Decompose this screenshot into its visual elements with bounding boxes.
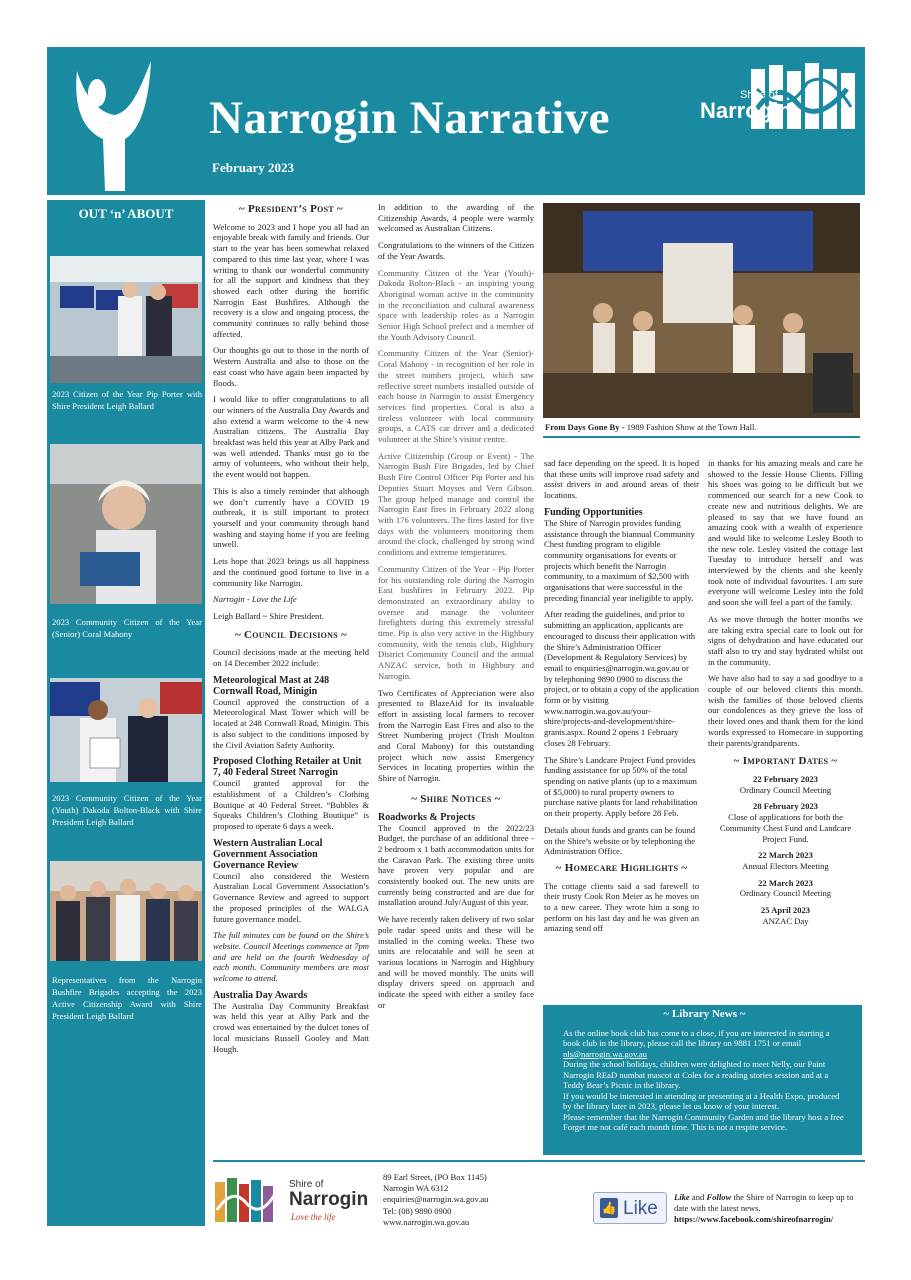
subheading: Proposed Clothing Retailer at Unit 7, 40 Federal Street Narrogin (213, 756, 362, 779)
photo-youth-citizen (50, 678, 202, 782)
paragraph: I would like to offer congratulations to all our winners of the Australia Day Awards and also extend a warm welcome to the 4 new Australian citizens. The Australia Day breakfast was held this year at Alby Park and was well attended. Thanks must go to the army of volunteers, who without their help, the event would not happen. (213, 394, 369, 480)
divider (543, 436, 860, 438)
date-item-desc: Close of applications for both the Community Chest Fund and Landcare Project Fund. (719, 812, 852, 844)
photo-caption-label: From Days Gone By - (545, 422, 625, 432)
footer-logo-of: Shire of (289, 1179, 324, 1190)
social-like-word: Like (674, 1192, 690, 1202)
caption-bushfire-brigades: Representatives from the Narrogin Bushfire Brigades accepting the 2023 Active Citizenship Award with Shire President Leigh Ballard (52, 975, 202, 1021)
shire-notices-heading: ~ Shire Notices ~ (411, 792, 501, 805)
library-paragraph: If you would be interested in attending or presenting at a Health Expo, produced by the library later in 2023, please let us know of your interest. (563, 1090, 840, 1111)
date-item (708, 905, 863, 926)
council-decisions-heading: ~ Council Decisions ~ (234, 628, 348, 641)
social-follow-word: Follow (706, 1192, 732, 1202)
caption-citizen-of-year: 2023 Citizen of the Year Pip Porter with Shire President Leigh Ballard (52, 389, 202, 411)
date-item-desc: ANZAC Day (762, 915, 809, 926)
paragraph: Council decisions made at the meeting held on 14 December 2022 include: (213, 647, 369, 669)
newsletter-title: Narrogin Narrative (209, 92, 610, 144)
column-2 (378, 202, 534, 1017)
date-item-desc: Ordinary Council Meeting (739, 784, 832, 795)
library-paragraph: Please remember that the Narrogin Community Garden and the library host a free Forget me not café each month time. This is not a respite service. (563, 1111, 844, 1132)
photo-senior-citizen (50, 444, 202, 604)
date-item-date: 22 February 2023 (753, 773, 818, 784)
paragraph: Council also considered the Western Australian Local Government Association’s Governance Review and agreed to support the proposed principles of the WALGA future governance model. (213, 870, 369, 924)
date-item (708, 850, 863, 871)
date-item (708, 801, 863, 844)
paragraph: We have recently taken delivery of two solar pole radar speed units and these will be installed in the coming weeks. These two units are relocatable and will be seen at various locations in Narrogin and Highbury and will be moved monthly. The units will display drivers speed on approach and indicate the speed with either a smiley face or (378, 914, 534, 1010)
footer-address (383, 1172, 488, 1228)
address-email[interactable]: enquiries@narrogin.wa.gov.au (383, 1194, 489, 1205)
caption-youth-citizen: 2023 Community Citizen of the Year (Youth) Dakoda Bolton-Black with Shire President Leigh Ballard (52, 793, 202, 827)
subheading: Western Australian Local Government Association Governance Review (213, 837, 323, 871)
facebook-url-link[interactable]: https://www.facebook.com/shireofnarrogin/ (674, 1214, 834, 1224)
caption-senior-citizen: 2023 Community Citizen of the Year (Senior) Coral Mahony (52, 617, 202, 639)
thumbs-up-icon: 👍 (600, 1198, 618, 1218)
fashion-show-photo (543, 203, 860, 418)
homecare-heading: ~ Homecare Highlights ~ (555, 861, 688, 874)
person-figure-logo-icon (55, 51, 165, 191)
subheading: Meteorological Mast at 248 Cornwall Road, Minigin (213, 674, 330, 697)
address-website[interactable]: www.narrogin.wa.gov.au (383, 1216, 470, 1227)
library-news-heading: ~ Library News ~ (663, 1008, 746, 1020)
photo-caption (545, 422, 757, 432)
paragraph: This is also a timely reminder that although we don’t currently have a COVID 19 outbreak, it is still important to protect yourself and your community through hand washing and staying home if you are feeling unwell. (213, 485, 369, 550)
paragraph: Community Citizen of the Year (Youth)-Dakoda Bolton-Black - an inspiring young Aboriginal woman active in the community in the reconciliation and cultural awareness space with leadership roles as a Narrogin Senior High School prefect and a member of the Youth Advisory Council. (378, 267, 534, 342)
date-item-date: 22 March 2023 (758, 877, 813, 888)
paragraph: Our thoughts go out to those in the north of Western Australia and also to those on the east coast who have again been impacted by floods. (213, 345, 369, 388)
column-1 (213, 202, 369, 1060)
date-item-date: 22 March 2023 (758, 850, 813, 861)
paragraph: Community Citizen of the Year (Senior)- Coral Mahony - in recognition of her role in the street numbers project, which saw reflective street numbers installed outside of each house in Narrogin to assist Emergency services find properties. Coral is also a tireless volunteer with local community groups, a CATS car driver and a dedicated volunteer at the Shire’s visitor centre. (378, 348, 534, 445)
like-button-label: Like (623, 1198, 658, 1219)
footer-logo-name: Narrogin (289, 1189, 369, 1210)
paragraph: Community Citizen of the Year - Pip Porter for his outstanding role during the Narrogin East bushfires in February 2022. Pip demonstrated an extraordinary ability to oversee and manage the volunteer firefighters during this extremely stressful time. Pip is also very active in the Highbury community, with the tennis club, Highbury District Community Council and the annual ANZAC service, both in Highbury and Narrogin. (378, 563, 534, 681)
paragraph: We have also had to say a sad goodbye to a couple of our beloved clients this month. wish the families of those beloved clients our condolences as they grieve the loss of their loved ones and thank them for the kind words expressed to Homecare in supporting their parents/grandparents. (708, 673, 863, 748)
date-item-desc: Ordinary Council Meeting (739, 888, 832, 899)
library-text: As the online book club has come to a close, if you are interested in starting a book club in the library, please call the library on 9881 1751 or email (563, 1027, 830, 1048)
date-item-date: 28 February 2023 (753, 801, 818, 812)
social-and: and (689, 1192, 707, 1202)
paragraph: The Australia Day Community Breakfast was held this year at Alby Park and the crowd was entertained by the dulcet tones of local musicians Russell Gooley and Matt Hough. (213, 1000, 369, 1054)
paragraph: Details about funds and grants can be found on the Shire’s website or by telephoning the Administration Office. (544, 824, 696, 857)
minutes-note: The full minutes can be found on the Shire’s website. Council Meetings commence at 7pm and are held on the fourth Wednesday of each month. Community members are most welcome to attend. (213, 930, 369, 984)
paragraph: Active Citizenship (Group or Event) - The Narrogin Bush Fire Brigades, led by Chief Bush Fire Control Officer Pip Porter and his Deputies Stuart Moyses and Vern Gibson. The group helped manage and control the Narrogin East fires in February 2022 along with 176 volunteers. The fires lasted for five days with the volunteers monitoring them around the clock, challenged by strong wind conditions and extreme temperatures. (378, 450, 534, 558)
presidents-post-heading: ~ President’s Post ~ (238, 203, 344, 215)
footer-shire-logo (213, 1176, 373, 1226)
important-dates-heading: ~ Important Dates ~ (733, 755, 838, 768)
shire-logo-of-text: Shire of (740, 89, 778, 101)
column-3 (544, 458, 699, 940)
paragraph: The cottage clients said a sad farewell to their trusty Cook Ron Meier as he moves on to a new career. They wrote him a song to perform on his last day and he was given an amazing send off (544, 880, 699, 934)
address-line: 89 Earl Street, (PO Box 1145) (383, 1172, 487, 1182)
issue-date: February 2023 (212, 160, 294, 175)
subheading: Australia Day Awards (213, 989, 308, 1001)
paragraph: The Council approved in the 2022/23 Budget, the purchase of an additional three - 2 bedroom x 1 bath accommodation units for the Caravan Park. The existing three units have proven very popular and are consistently booked out. The new units are currently being constructed and are due for installation around July/August of this year. (378, 822, 534, 908)
subheading: Funding Opportunities (544, 506, 643, 518)
paragraph: In addition to the awarding of the Citizenship Awards, 4 people were warmly welcomed as Australian Citizens. (378, 202, 534, 234)
paragraph: The Shire’s Landcare Project Fund provides funding assistance for up 50% of the total spending on native plants (up to a maximum of $5,000) to rural property owners to purchase native plants for land rehabilitation on their property. Apply before 28 Feb. (544, 754, 698, 819)
footer-divider (213, 1160, 865, 1162)
social-text: the Shire of Narrogin to keep up to date with the latest news. (674, 1192, 854, 1213)
date-item-date: 25 April 2023 (760, 905, 811, 916)
paragraph: sad face depending on the speed. It is hoped that these units will improve road safety and assist drivers in and around areas of their locations. (544, 458, 699, 501)
signature: Leigh Ballard ~ Shire President. (213, 610, 324, 621)
address-phone: Tel: (08) 9890 0900 (383, 1205, 452, 1216)
paragraph: Congratulations to the winners of the Citizen of the Year Awards. (378, 240, 534, 261)
address-line: Narrogin WA 6312 (383, 1183, 449, 1194)
sidebar-title: OUT ‘n’ ABOUT (78, 206, 174, 221)
slogan: Narrogin - Love the Life (213, 594, 297, 605)
paragraph: Two Certificates of Appreciation were also presented to BlazeAid for its invaluable effort in assisting local farmers to recover from the Narrogin East Fires and also to the Street Numbering project (Trish Moulton and Coral Mahony) for this outstanding project which now assist Emergency Services in locating properties within the Shire of Narrogin. (378, 687, 534, 784)
photo-bushfire-brigades (50, 861, 202, 961)
paragraph: Welcome to 2023 and I hope you all had an enjoyable break with family and friends. Our start to the year has been somewhat relaxed compared to this time last year, where I was writing to thank our wonderful community for all the support and kindness that they showed each other during the horrific Narrogin East Bushfires. Although the recovery is a slow and ongoing process, the community continues to rally behind those affected. (213, 221, 369, 339)
paragraph: Lets hope that 2023 brings us all happiness and the continued good fortune to live in a community like Narrogin. (213, 556, 369, 588)
library-paragraph (563, 1028, 846, 1060)
paragraph: The Shire of Narrogin provides funding assistance through the biannual Community Chest funding program to eligible community organisations for events or projects which benefit the Narrogin community, to a maximum of $2,500 with organisations that were successful in the preceding financial year ineligible to apply. (544, 517, 695, 603)
paragraph: As we move through the hotter months we are taking extra special care to look out for signs of dehydration and have educated our staff also to try and stay hydrated whilst out in the community. (708, 613, 863, 667)
date-item (708, 878, 863, 899)
library-email-link[interactable]: nls@narrogin.wa.gov.au (563, 1048, 647, 1059)
date-item-desc: Annual Electors Meeting (742, 860, 829, 871)
footer-social-text (674, 1192, 864, 1225)
photo-caption-text: 1989 Fashion Show at the Town Hall. (624, 422, 757, 432)
paragraph: Council granted approval for the establishment of a Children’s Clothing Boutique at 40 Federal Street. “Bubbles & Squeaks Children’s Clothing Boutique” is proposed to operate 6 days a week. (213, 778, 369, 832)
paragraph: After reading the guidelines, and prior to submitting an application, applicants are encouraged to discuss their application with the Shire’s Administration Officer (Development & Regulatory Services) by email to enquiries@narrogin.wa.gov.au or by telephoning 9890 0900 to discuss the project, or to obtain a copy of the application form or by visiting www.narrogin.wa.gov.au/your-shire/projects-and-development/shire-grants.aspx. Round 2 opens 1 February closes 28 February. (544, 609, 699, 748)
shire-logo-icon (213, 1176, 283, 1226)
facebook-like-button[interactable] (593, 1192, 667, 1224)
column-4 (708, 458, 863, 926)
subheading: Roadworks & Projects (378, 811, 476, 823)
library-paragraph: During the school holidays, children were delighted to meet Nelly, our Paint Narrogin REaD numbat mascot at Coles for a reading stories session and at a Teddy Bear’s Picnic in the library. (563, 1059, 829, 1090)
date-item (708, 774, 863, 795)
out-n-about-sidebar (47, 200, 205, 1226)
paragraph: in thanks for his amazing meals and care he showed to the Jessie House Clients. Filling his shoes was going to be difficult but we commenced our search for a new Cook to create new and nutritious delights. We are pleased to say that we have found an amazing cook with a wealth of experience and would like to welcome Lesley Booth to the new role. Lesley visited the cottage last Tuesday to introduce herself and was interviewed by the clients and she keenly took note of individual favourites. I am sure everyone will welcome Lesley into the fold and soon she will feel a part of the family. (708, 458, 863, 608)
paragraph: Council approved the construction of a Meteorological Mast Tower which will be located at 248 Cornwall Road, Minigin. This is also subject to the conditions imposed by the Civil Aviation Safety Authority. (213, 696, 369, 750)
photo-citizen-of-year (50, 256, 202, 383)
footer-logo-tagline: Love the life (291, 1212, 336, 1222)
shire-logo-name-text: Narrogin (700, 98, 792, 123)
library-news-box (543, 1005, 862, 1155)
